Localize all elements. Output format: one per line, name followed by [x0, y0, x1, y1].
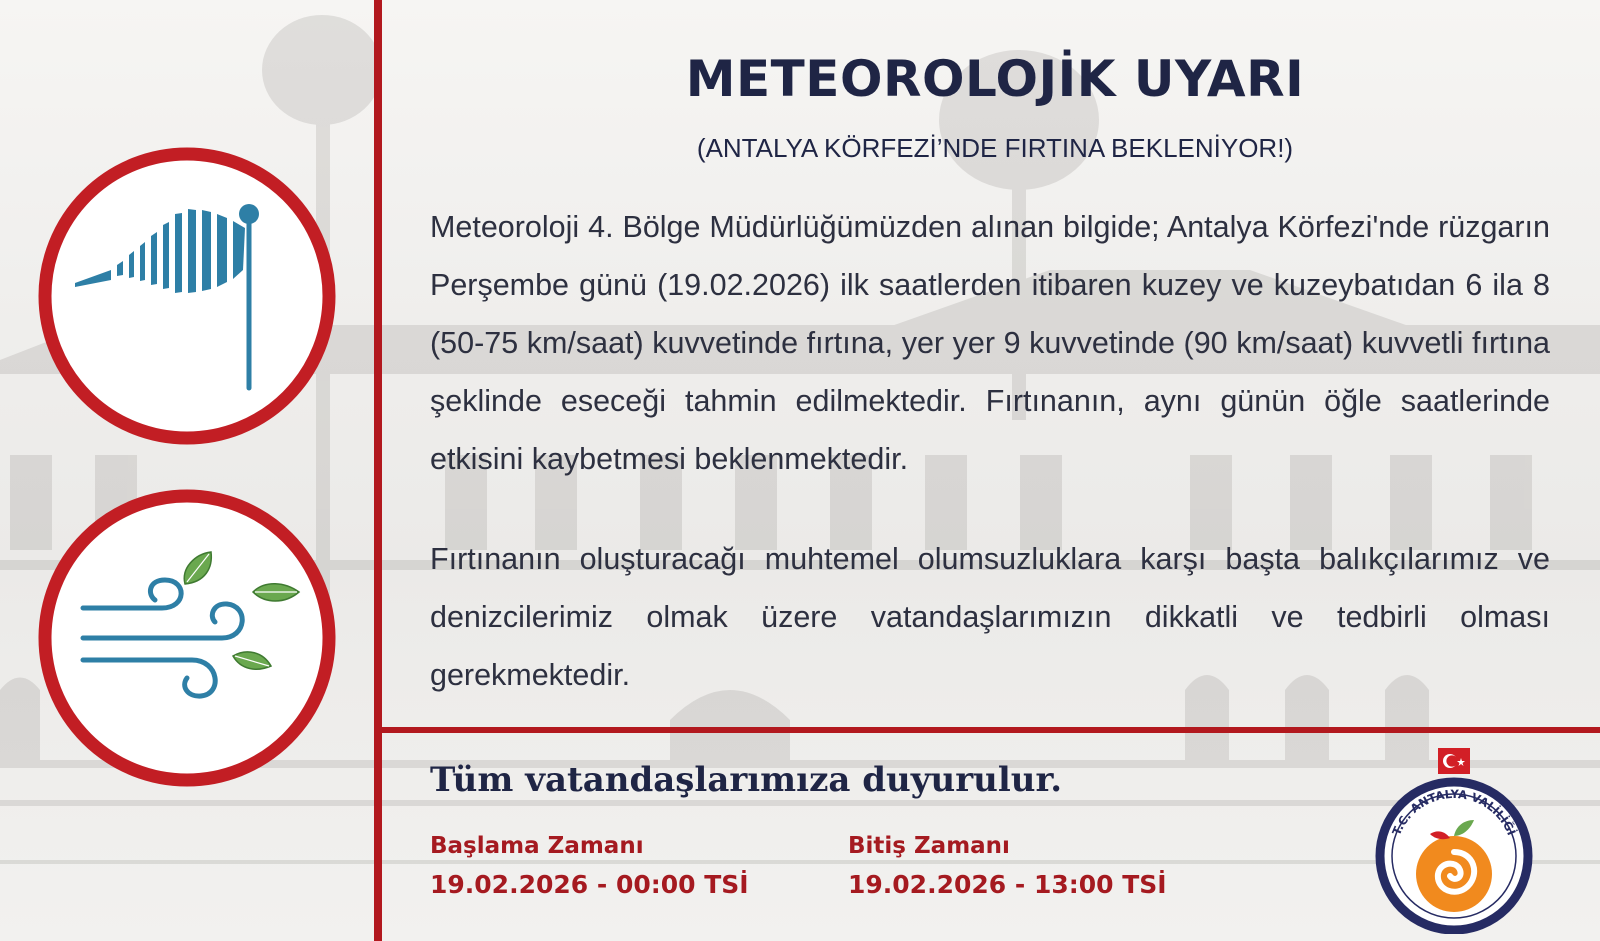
page-title: METEOROLOJİK UYARI: [685, 50, 1305, 108]
start-time-value: 19.02.2026 - 00:00 TSİ: [430, 870, 749, 899]
windsock-icon: [37, 146, 337, 446]
start-time-label: Başlama Zamanı: [430, 833, 644, 859]
horizontal-divider: [382, 727, 1600, 733]
end-time-value: 19.02.2026 - 13:00 TSİ: [848, 870, 1167, 899]
end-time-label: Bitiş Zamanı: [848, 833, 1010, 859]
antalya-valiligi-logo: [1364, 748, 1544, 934]
svg-text:T.C. ANTALYA VALİLİĞİ: T.C. ANTALYA VALİLİĞİ: [1389, 786, 1519, 838]
announcement-text: Tüm vatandaşlarımıza duyurulur.: [430, 760, 1063, 800]
paragraph-precautions: Fırtınanın oluşturacağı muhtemel olumsuzluklara karşı başta balıkçılarımız ve denizcilerimiz olmak üzere vatandaşlarımızın dikkatli ve tedbirli olması gerekmektedir.: [430, 542, 1550, 692]
page-subtitle: (ANTALYA KÖRFEZİ’NDE FIRTINA BEKLENİYOR!): [696, 133, 1294, 163]
vertical-divider: [374, 0, 382, 941]
wind-leaves-icon: [37, 488, 337, 788]
paragraph-forecast: Meteoroloji 4. Bölge Müdürlüğümüzden alınan bilgide; Antalya Körfezi'nde rüzgarın Perşembe günü (19.02.2026) ilk saatlerden itibaren kuzey ve kuzeybatıdan 6 ila 8 (50-75 km/saat) kuvvetinde fırtına, yer yer 9 kuvvetinde (90 km/saat) kuvvetli fırtına şeklinde eseceği tahmin edilmektedir. Fırtınanın, aynı günün öğle saatlerinde etkisini kaybetmesi beklenmektedir.: [430, 210, 1550, 476]
